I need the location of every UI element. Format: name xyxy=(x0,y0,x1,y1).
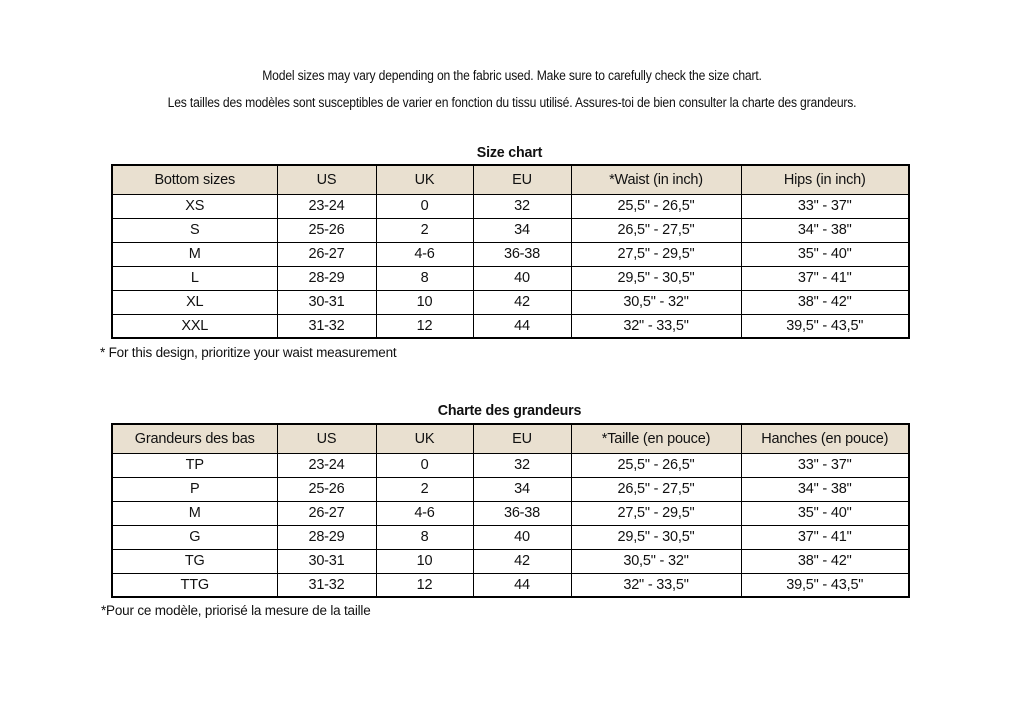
table-row xyxy=(112,549,909,573)
cell-eu: 36-38 xyxy=(473,242,571,266)
cell-size: XL xyxy=(112,290,277,314)
table-row xyxy=(112,314,909,338)
column-header-eu: EU xyxy=(473,424,571,453)
cell-eu: 42 xyxy=(473,549,571,573)
cell-us: 26-27 xyxy=(277,242,376,266)
cell-waist: 27,5" - 29,5" xyxy=(571,242,741,266)
column-header-us: US xyxy=(277,424,376,453)
cell-size: G xyxy=(112,525,277,549)
cell-hips: 38" - 42" xyxy=(741,290,909,314)
cell-uk: 10 xyxy=(376,549,473,573)
cell-uk: 0 xyxy=(376,453,473,477)
cell-hanches: 35" - 40" xyxy=(741,501,909,525)
size-chart-en-title: Size chart xyxy=(476,144,543,161)
table-row xyxy=(112,477,909,501)
waist-footnote-fr: *Pour ce modèle, priorisé la mesure de la taille xyxy=(101,603,371,618)
table-row xyxy=(112,242,909,266)
cell-size: L xyxy=(112,266,277,290)
cell-hips: 37" - 41" xyxy=(741,266,909,290)
cell-size: S xyxy=(112,218,277,242)
column-header-grandeurs: Grandeurs des bas xyxy=(112,424,277,453)
cell-eu: 42 xyxy=(473,290,571,314)
cell-hanches: 34" - 38" xyxy=(741,477,909,501)
cell-hanches: 38" - 42" xyxy=(741,549,909,573)
cell-taille: 29,5" - 30,5" xyxy=(571,525,741,549)
cell-uk: 4-6 xyxy=(376,242,473,266)
column-header-hanches: Hanches (en pouce) xyxy=(741,424,909,453)
size-chart-fr-table xyxy=(111,423,910,598)
column-header-taille: *Taille (en pouce) xyxy=(571,424,741,453)
cell-waist: 25,5" - 26,5" xyxy=(571,194,741,218)
table-header-row xyxy=(112,424,909,453)
cell-uk: 8 xyxy=(376,525,473,549)
cell-size: XXL xyxy=(112,314,277,338)
cell-eu: 34 xyxy=(473,477,571,501)
cell-eu: 44 xyxy=(473,314,571,338)
cell-eu: 32 xyxy=(473,453,571,477)
cell-hips: 39,5" - 43,5" xyxy=(741,314,909,338)
cell-hips: 33" - 37" xyxy=(741,194,909,218)
cell-uk: 10 xyxy=(376,290,473,314)
cell-uk: 8 xyxy=(376,266,473,290)
cell-eu: 32 xyxy=(473,194,571,218)
cell-uk: 2 xyxy=(376,218,473,242)
cell-size: P xyxy=(112,477,277,501)
waist-footnote-en: * For this design, prioritize your waist measurement xyxy=(100,345,397,360)
cell-us: 30-31 xyxy=(277,549,376,573)
column-header-bottom-sizes: Bottom sizes xyxy=(112,165,277,194)
intro-text-en: Model sizes may vary depending on the fabric used. Make sure to carefully check the size chart. xyxy=(262,68,762,83)
cell-us: 23-24 xyxy=(277,453,376,477)
cell-us: 31-32 xyxy=(277,314,376,338)
cell-us: 23-24 xyxy=(277,194,376,218)
cell-us: 28-29 xyxy=(277,525,376,549)
cell-us: 25-26 xyxy=(277,218,376,242)
cell-hips: 35" - 40" xyxy=(741,242,909,266)
cell-taille: 30,5" - 32" xyxy=(571,549,741,573)
column-header-uk: UK xyxy=(376,165,473,194)
cell-us: 25-26 xyxy=(277,477,376,501)
size-chart-fr-title: Charte des grandeurs xyxy=(437,402,582,419)
cell-us: 30-31 xyxy=(277,290,376,314)
column-header-uk: UK xyxy=(376,424,473,453)
cell-us: 26-27 xyxy=(277,501,376,525)
cell-hanches: 33" - 37" xyxy=(741,453,909,477)
column-header-eu: EU xyxy=(473,165,571,194)
cell-eu: 40 xyxy=(473,266,571,290)
cell-taille: 26,5" - 27,5" xyxy=(571,477,741,501)
cell-size: M xyxy=(112,501,277,525)
cell-hips: 34" - 38" xyxy=(741,218,909,242)
cell-uk: 4-6 xyxy=(376,501,473,525)
cell-hanches: 37" - 41" xyxy=(741,525,909,549)
cell-size: TG xyxy=(112,549,277,573)
table-header-row xyxy=(112,165,909,194)
cell-uk: 0 xyxy=(376,194,473,218)
cell-hanches: 39,5" - 43,5" xyxy=(741,573,909,597)
cell-size: M xyxy=(112,242,277,266)
table-row xyxy=(112,194,909,218)
cell-size: TP xyxy=(112,453,277,477)
intro-text-fr: Les tailles des modèles sont susceptibles de varier en fonction du tissu utilisé. Assures-toi de bien consulter la charte des grandeurs. xyxy=(167,95,857,110)
cell-waist: 26,5" - 27,5" xyxy=(571,218,741,242)
column-header-hips: Hips (in inch) xyxy=(741,165,909,194)
cell-eu: 44 xyxy=(473,573,571,597)
cell-uk: 12 xyxy=(376,573,473,597)
cell-waist: 30,5" - 32" xyxy=(571,290,741,314)
cell-us: 28-29 xyxy=(277,266,376,290)
cell-uk: 12 xyxy=(376,314,473,338)
table-row xyxy=(112,218,909,242)
cell-size: TTG xyxy=(112,573,277,597)
cell-taille: 25,5" - 26,5" xyxy=(571,453,741,477)
cell-size: XS xyxy=(112,194,277,218)
column-header-us: US xyxy=(277,165,376,194)
column-header-waist: *Waist (in inch) xyxy=(571,165,741,194)
cell-taille: 32" - 33,5" xyxy=(571,573,741,597)
cell-taille: 27,5" - 29,5" xyxy=(571,501,741,525)
cell-us: 31-32 xyxy=(277,573,376,597)
cell-eu: 40 xyxy=(473,525,571,549)
size-chart-en-table xyxy=(111,164,910,339)
cell-waist: 29,5" - 30,5" xyxy=(571,266,741,290)
table-row xyxy=(112,525,909,549)
table-row xyxy=(112,453,909,477)
cell-waist: 32" - 33,5" xyxy=(571,314,741,338)
table-row xyxy=(112,290,909,314)
table-row xyxy=(112,573,909,597)
cell-eu: 36-38 xyxy=(473,501,571,525)
table-row xyxy=(112,266,909,290)
table-row xyxy=(112,501,909,525)
cell-uk: 2 xyxy=(376,477,473,501)
cell-eu: 34 xyxy=(473,218,571,242)
